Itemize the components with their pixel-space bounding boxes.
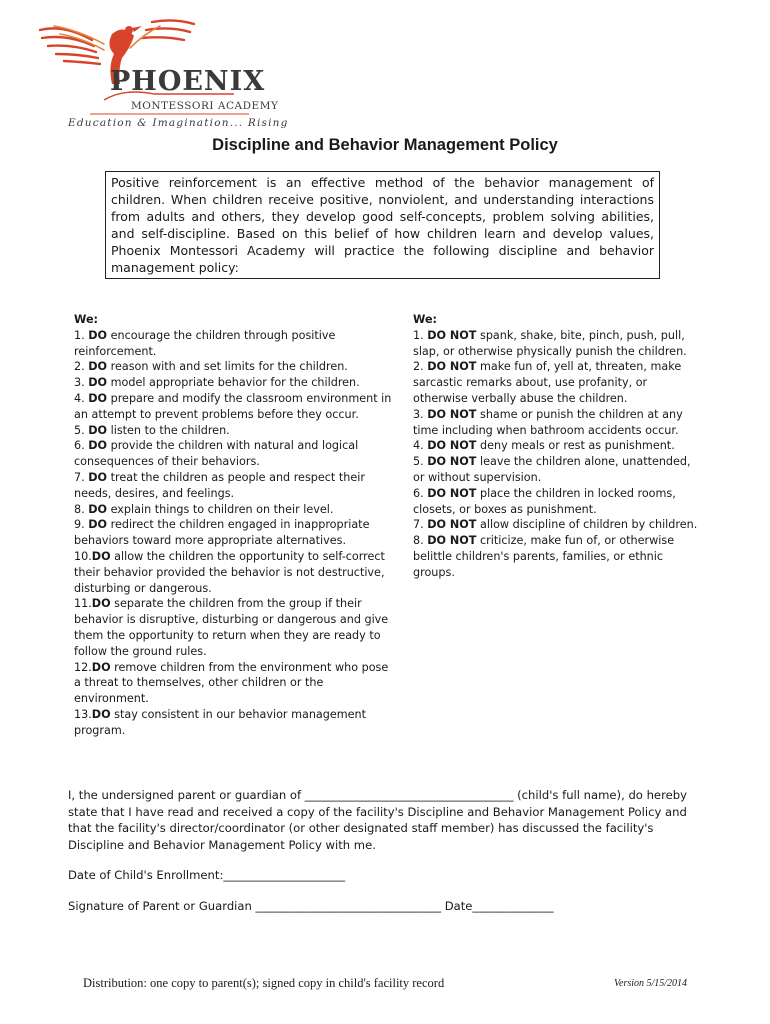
signature-field[interactable]: Signature of Parent or Guardian ________________________________ Date______________ [68,899,554,913]
item-text: prepare and modify the classroom environment in an attempt to prevent problems before they occur. [74,391,392,421]
item-number: 7. [74,470,89,484]
page-title: Discipline and Behavior Management Policy [212,136,558,154]
donot-list-heading: We: [413,313,438,326]
item-number: 6. [413,486,428,500]
do-list-heading: We: [74,313,99,326]
item-text: treat the children as people and respect their needs, desires, and feelings. [74,470,365,500]
item-keyword: DO [88,423,108,437]
intro-box: Positive reinforcement is an effective method of the behavior management of children. When children receive positive, nonviolent, and understanding interactions from adults and others, they develop good self-concepts, problem solving abilities, and self-discipline. Based on this belief of how children learn and develop values, Phoenix Montessori Academy will practice the following discipline and behavior management policy: [105,171,660,279]
item-keyword: DO NOT [427,455,477,469]
item-number: 5. [74,423,89,437]
footer-version: Version 5/15/2014 [614,978,688,989]
donot-list [413,312,705,581]
do-list-item [74,391,396,423]
item-keyword: DO [88,518,108,532]
item-keyword: DO [88,328,108,342]
do-list-item [74,549,396,596]
donot-list-item [413,438,705,454]
do-list-item [74,502,396,518]
do-list-item [74,707,396,739]
item-number: 12. [74,660,92,674]
do-list-item [74,517,396,549]
item-keyword: DO [91,597,111,611]
item-number: 11. [74,597,92,611]
do-list-item [74,596,396,659]
item-text: explain things to children on their level. [107,502,334,516]
item-text: allow the children the opportunity to self-correct their behavior provided the behavior is not destructive, disturbing or dangerous. [74,549,385,595]
item-text: listen to the children. [107,423,230,437]
item-text: separate the children from the group if their behavior is disruptive, disturbing or dangerous and give them the opportunity to return when they are ready to follow the ground rules. [74,597,389,658]
item-keyword: DO NOT [427,439,477,453]
item-number: 6. [74,439,89,453]
item-keyword: DO NOT [427,518,477,532]
item-number: 7. [413,518,428,532]
item-text: stay consistent in our behavior management program. [74,707,367,737]
item-keyword: DO [91,707,111,721]
item-keyword: DO [91,660,111,674]
item-number: 2. [413,360,428,374]
item-number: 10. [74,549,92,563]
item-keyword: DO [88,360,108,374]
item-keyword: DO [88,439,108,453]
item-keyword: DO [88,502,108,516]
item-text: redirect the children engaged in inappropriate behaviors toward more appropriate alternatives. [74,518,370,548]
do-list-item [74,438,396,470]
donot-list-item [413,407,705,439]
item-keyword: DO NOT [427,534,477,548]
donot-list-item [413,517,705,533]
item-number: 4. [74,391,89,405]
donot-list-item [413,454,705,486]
item-keyword: DO NOT [427,407,477,421]
item-keyword: DO NOT [427,486,477,500]
item-text: model appropriate behavior for the children. [107,376,360,390]
do-list-item [74,660,396,707]
do-list-item [74,328,396,360]
item-text: place the children in locked rooms, closets, or boxes as punishment. [413,486,676,516]
phoenix-logo [34,14,289,129]
item-number: 1. [74,328,89,342]
item-text: remove children from the environment who pose a threat to themselves, other children or the environment. [74,660,389,706]
footer-distribution: Distribution: one copy to parent(s); signed copy in child's facility record [83,976,445,990]
item-text: shame or punish the children at any time including when bathroom accidents occur. [413,407,683,437]
logo-wordmark: PHOENIX [110,66,266,97]
item-keyword: DO [88,376,108,390]
item-keyword: DO NOT [427,360,477,374]
item-keyword: DO [88,470,108,484]
item-number: 8. [74,502,89,516]
item-text: reason with and set limits for the children. [107,360,348,374]
logo-subtitle: MONTESSORI ACADEMY [131,100,279,112]
item-text: spank, shake, bite, pinch, push, pull, slap, or otherwise physically punish the children. [413,328,687,358]
item-text: allow discipline of children by children. [476,518,698,532]
enrollment-date-field[interactable]: Date of Child's Enrollment:_____________________ [68,868,346,882]
item-number: 13. [74,707,92,721]
donot-list-item [413,486,705,518]
donot-list-item [413,359,705,406]
item-text: make fun of, yell at, threaten, make sarcastic remarks about, use profanity, or otherwise verbally abuse the children. [413,360,682,405]
item-keyword: DO [88,391,108,405]
item-number: 8. [413,534,428,548]
item-number: 3. [413,407,428,421]
acknowledgement-paragraph: I, the undersigned parent or guardian of ____________________________________ (child's full name), do hereby state that I have read and received a copy of the facility's Discipline and Behavior Management Policy and that the facility's director/coordinator (or other designated staff member) has discussed the facility's Discipline and Behavior Management Policy with me. [68,788,687,852]
item-text: encourage the children through positive reinforcement. [74,328,336,358]
logo-tagline: Education & Imagination... Rising [68,117,289,129]
item-text: leave the children alone, unattended, or without supervision. [413,455,691,484]
item-number: 3. [74,376,89,390]
item-number: 2. [74,360,89,374]
donot-list-item [413,533,705,580]
do-list-item [74,359,396,375]
do-list-item [74,470,396,502]
item-text: deny meals or rest as punishment. [476,439,675,453]
item-text: criticize, make fun of, or otherwise belittle children's parents, families, or ethnic groups. [413,534,675,579]
item-keyword: DO [91,549,111,563]
do-list-item [74,423,396,439]
donot-list-item [413,328,705,360]
item-number: 9. [74,518,89,532]
do-list-item [74,375,396,391]
item-keyword: DO NOT [427,328,477,342]
item-text: provide the children with natural and logical consequences of their behaviors. [74,439,359,469]
item-number: 1. [413,328,428,342]
item-number: 5. [413,455,428,469]
item-number: 4. [413,439,428,453]
do-list [74,312,396,739]
